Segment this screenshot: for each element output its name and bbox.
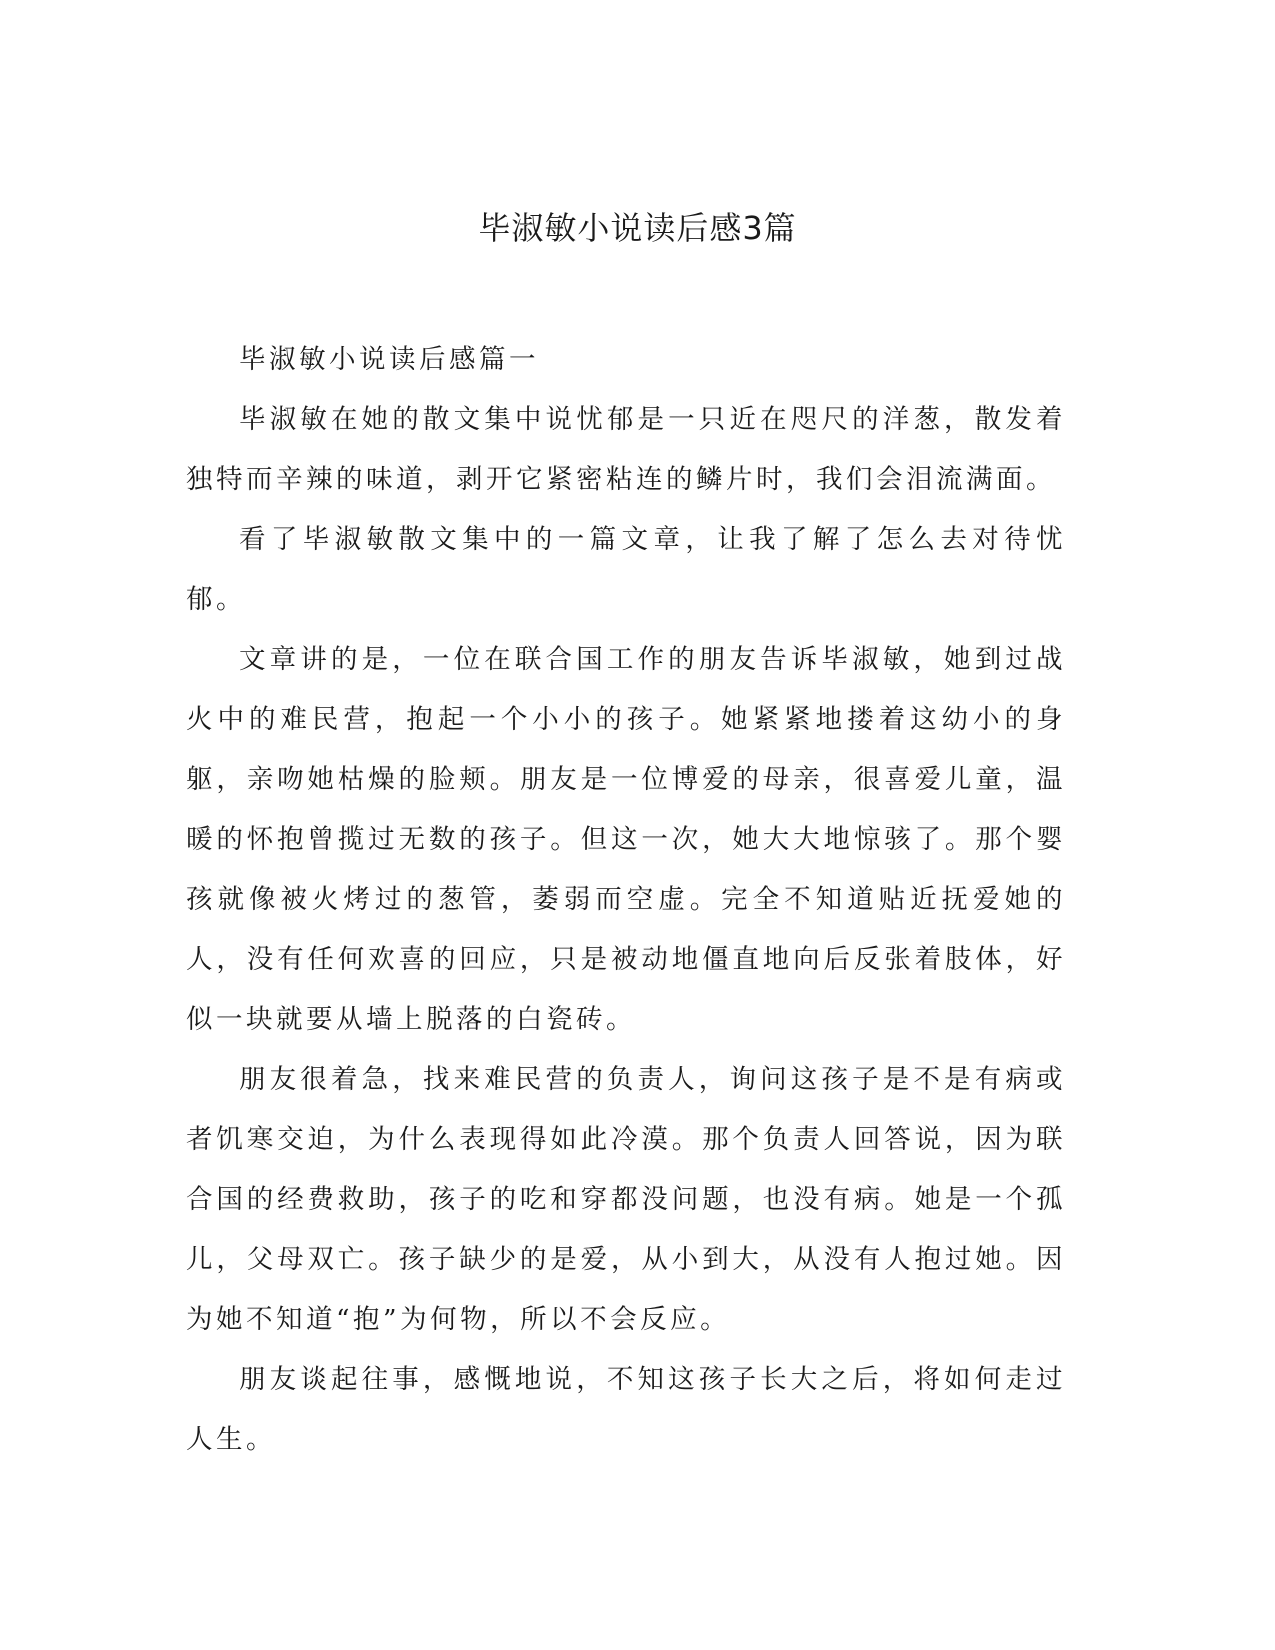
paragraph: 看了毕淑敏散文集中的一篇文章，让我了解了怎么去对待忧郁。	[186, 524, 1066, 615]
paragraph: 朋友谈起往事，感慨地说，不知这孩子长大之后，将如何走过人生。	[186, 1364, 1066, 1455]
document-title: 毕淑敏小说读后感3篇	[478, 209, 797, 247]
paragraph: 朋友很着急，找来难民营的负责人，询问这孩子是不是有病或者饥寒交迫，为什么表现得如此冷漠。那个负责人回答说，因为联合国的经费救助，孩子的吃和穿都没问题，也没有病。她是一个孤儿，父母双亡。孩子缺少的是爱，从小到大，从没有人抱过她。因为她不知道“抱”为何物，所以不会反应。	[186, 1064, 1066, 1335]
paragraph: 毕淑敏在她的散文集中说忧郁是一只近在咫尺的洋葱，散发着独特而辛辣的味道，剥开它紧密粘连的鳞片时，我们会泪流满面。	[186, 404, 1066, 495]
paragraph: 文章讲的是，一位在联合国工作的朋友告诉毕淑敏，她到过战火中的难民营，抱起一个小小的孩子。她紧紧地搂着这幼小的身躯，亲吻她枯燥的脸颊。朋友是一位博爱的母亲，很喜爱儿童，温暖的怀抱曾揽过无数的孩子。但这一次，她大大地惊骇了。那个婴孩就像被火烤过的葱管，萎弱而空虚。完全不知道贴近抚爱她的人，没有任何欢喜的回应，只是被动地僵直地向后反张着肢体，好似一块就要从墙上脱落的白瓷砖。	[186, 644, 1066, 1035]
section-heading: 毕淑敏小说读后感篇一	[239, 344, 539, 375]
document-body	[186, 330, 1066, 1470]
